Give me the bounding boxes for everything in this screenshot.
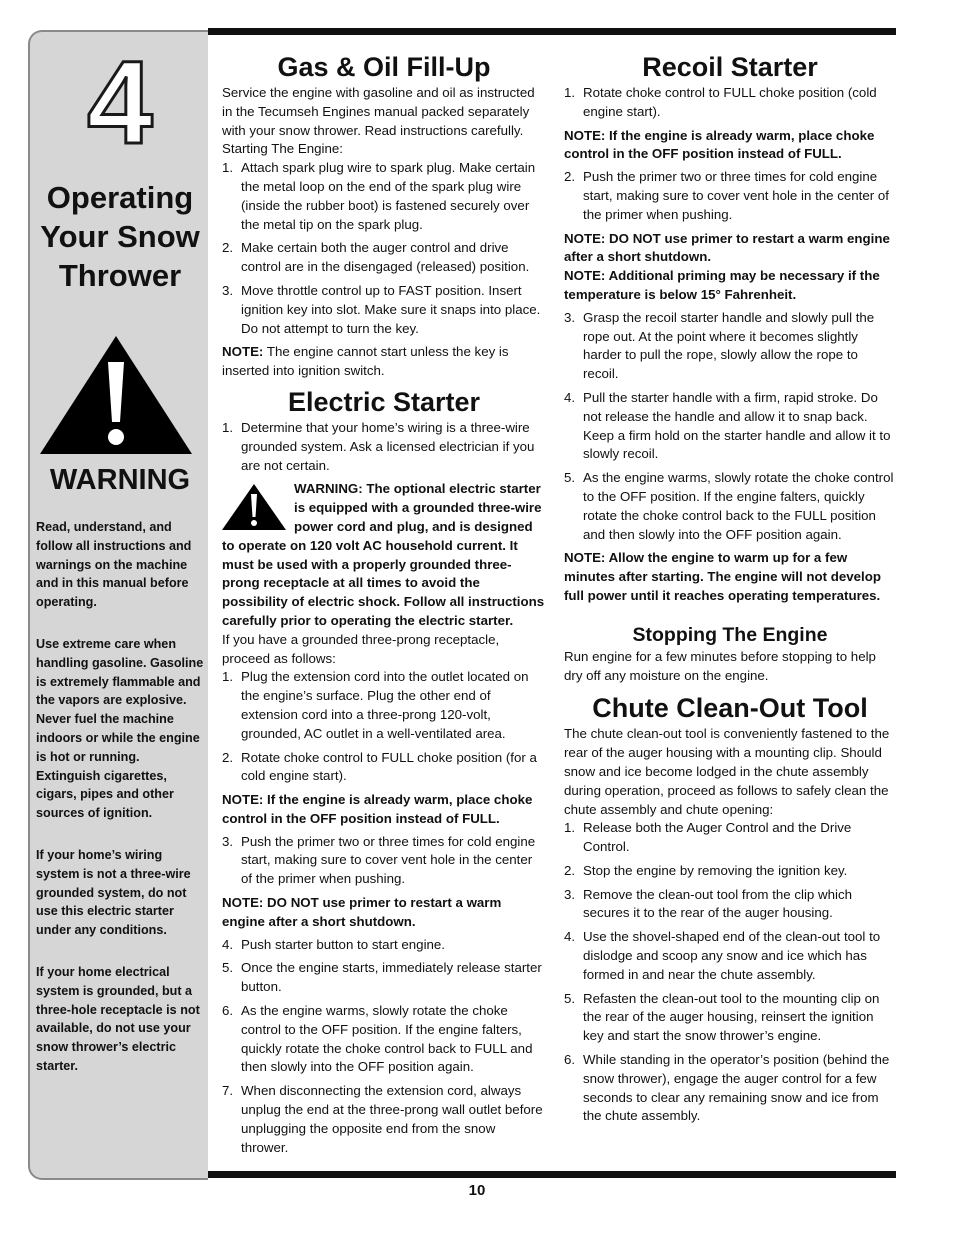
recoil-steps-a <box>564 84 896 122</box>
gas-oil-steps <box>222 159 546 338</box>
chapter-title-line-2: Your Snow <box>40 219 200 254</box>
gas-oil-intro: Service the engine with gasoline and oil as instructed in the Tecumseh Engines manual packed separately with your snow thrower. Read instructions carefully. <box>222 85 535 138</box>
list-item: 2. Stop the engine by removing the ignition key. <box>564 862 848 878</box>
list-item: 2. Make certain both the auger control and drive control are in the disengaged (released) position. <box>222 240 530 275</box>
list-item: 2. Rotate choke control to FULL choke position (for a cold engine start). <box>222 749 537 784</box>
list-item: 1. Rotate choke control to FULL choke position (cold engine start). <box>564 85 877 119</box>
recoil-note-1: NOTE: If the engine is already warm, place choke control in the OFF position instead of FULL. <box>564 127 875 162</box>
warning-note-2: Use extreme care when handling gasoline. Gasoline is extremely flammable and the vapors are explosive. Never fuel the machine indoors or while the engine is hot or running. Extinguish cigarettes, cigars, pipes and other sources of ignition. <box>36 636 204 821</box>
list-item: 1. Determine that your home’s wiring is a three-wire grounded system. Ask a licensed electrician if you are not certain. <box>222 419 535 473</box>
column-right <box>564 50 896 1131</box>
recoil-steps-c <box>564 309 896 545</box>
electric-step-1 <box>222 419 546 475</box>
electric-note-2: NOTE: DO NOT use primer to restart a warm engine after a short shutdown. <box>222 895 502 929</box>
stopping-engine-heading: Stopping The Engine <box>632 623 828 646</box>
warning-triangle-icon <box>222 484 286 530</box>
list-item: 4. Pull the starter handle with a firm, rapid stroke. Do not release the handle and allow it to snap back. Keep a firm hold on the starter handle and allow it to slowly recoil. <box>564 389 891 462</box>
page-number: 10 <box>468 1182 486 1199</box>
list-item: 7. When disconnecting the extension cord, always unplug the end at the three-prong wall outlet before unplugging the opposite end from the snow thrower. <box>222 1083 543 1155</box>
starting-engine-subheading: Starting The Engine: <box>222 141 343 157</box>
list-item: 6. As the engine warms, slowly rotate the choke control to the OFF position. If the engine falters, quickly rotate the choke control back to FULL and then slowly into the OFF position again. <box>222 1003 533 1075</box>
chute-tool-intro: The chute clean-out tool is conveniently fastened to the rear of the auger housing with a mounting clip. Should snow and ice become lodged in the chute assembly during operation, proceed as follows to safely clean the chute assembly and chute opening: <box>564 726 890 817</box>
proceed-text: If you have a grounded three-prong receptacle, proceed as follows: <box>222 631 500 666</box>
list-item: 1. Release both the Auger Control and the Drive Control. <box>564 820 852 855</box>
column-left <box>222 50 546 1162</box>
list-item: 2. Push the primer two or three times for cold engine start, making sure to cover vent hole in the center of the primer when pushing. <box>564 169 889 222</box>
list-item: 4. Use the shovel-shaped end of the clean-out tool to dislodge and scoop any snow and ice which has formed in and near the chute assembly. <box>564 929 881 982</box>
warning-triangle-icon <box>40 336 192 454</box>
warning-label: WARNING <box>49 464 191 496</box>
list-item: 1. Plug the extension cord into the outlet located on the engine’s surface. Plug the other end of extension cord into a three-prong 120-volt, grounded, AC outlet in a well-ventilated area. <box>222 669 529 741</box>
warning-note-3: If your home’s wiring system is not a three-wire grounded system, do not use this electric starter under any conditions. <box>36 847 191 938</box>
chapter-sidebar <box>28 30 208 1180</box>
recoil-note-3: NOTE: Additional priming may be necessary if the temperature is below 15° Fahrenheit. <box>564 268 880 302</box>
warning-notes <box>36 518 204 1099</box>
list-item: 3. Move throttle control up to FAST position. Insert ignition key into slot. Make sure it snaps into place. Do not attempt to turn the key. <box>222 282 541 336</box>
list-item: 3. Remove the clean-out tool from the clip which secures it to the rear of the auger housing. <box>564 886 853 921</box>
list-item: 5. Refasten the clean-out tool to the mounting clip on the rear of the auger housing, reinsert the ignition key and start the snow thrower’s engine. <box>564 990 880 1044</box>
recoil-note-4: NOTE: Allow the engine to warm up for a few minutes after starting. The engine will not develop full power until it reaches operating temperatures. <box>564 550 881 603</box>
electric-note-1: NOTE: If the engine is already warm, place choke control in the OFF position instead of FULL. <box>222 792 533 826</box>
electric-starter-heading: Electric Starter <box>287 386 481 417</box>
list-item: 4. Push starter button to start engine. <box>222 936 446 952</box>
warning-note-4: If your home electrical system is grounded, but a three-hole receptacle is not available, do not use your snow thrower’s electric starter. <box>36 964 200 1073</box>
list-item: 3. Push the primer two or three times for cold engine start, making sure to cover vent hole in the center of the primer when pushing. <box>222 833 536 887</box>
list-item: 5. As the engine warms, slowly rotate the choke control to the OFF position. If the engine falters, quickly rotate the choke control back to the FULL position and then slowly into the OFF position again. <box>564 470 894 542</box>
electric-warning: WARNING: The optional electric starter is equipped with a grounded three-wire power cord and plug, and is designed to operate on 120 volt AC household current. It must be used with a properly grounded three-prong receptacle at all times to avoid the possibility of electric shock. Follow all instructions carefully prior to operating the electric starter. <box>222 481 545 628</box>
electric-steps-c <box>222 936 546 1158</box>
chapter-title <box>30 178 210 295</box>
recoil-note-2: NOTE: DO NOT use primer to restart a warm engine after a short shutdown. <box>564 230 890 265</box>
electric-steps-a <box>222 668 546 786</box>
recoil-starter-heading: Recoil Starter <box>642 52 818 82</box>
chapter-number: 4 <box>87 37 153 169</box>
gas-oil-heading: Gas & Oil Fill-Up <box>277 52 491 82</box>
electric-steps-b <box>222 833 546 889</box>
stopping-engine-text: Run engine for a few minutes before stopping to help dry off any moisture on the engine. <box>564 648 876 683</box>
top-rule <box>208 28 896 35</box>
warning-note-1: Read, understand, and follow all instructions and warnings on the machine and in this manual before operating. <box>36 520 192 610</box>
list-item: 5. Once the engine starts, immediately release starter button. <box>222 960 542 995</box>
list-item: 3. Grasp the recoil starter handle and slowly pull the rope out. At the point where it becomes slightly harder to pull the rope, slowly allow the rope to recoil. <box>564 309 875 382</box>
chapter-title-line-1: Operating <box>46 180 194 215</box>
chute-tool-steps <box>564 819 896 1126</box>
key-note: NOTE: The engine cannot start unless the key is inserted into ignition switch. <box>222 344 509 379</box>
list-item: 6. While standing in the operator’s position (behind the snow thrower), engage the auger control for a few seconds to clear any remaining snow and ice from the chute assembly. <box>564 1052 890 1124</box>
recoil-steps-b <box>564 168 896 224</box>
chute-tool-heading: Chute Clean-Out Tool <box>592 693 868 724</box>
bottom-rule <box>208 1171 896 1178</box>
list-item: 1. Attach spark plug wire to spark plug. Make certain the metal loop on the end of the spark plug wire (inside the rubber boot) is fastened securely over the metal tip on the spark plug. <box>222 160 536 232</box>
chapter-title-line-3: Thrower <box>58 258 182 293</box>
